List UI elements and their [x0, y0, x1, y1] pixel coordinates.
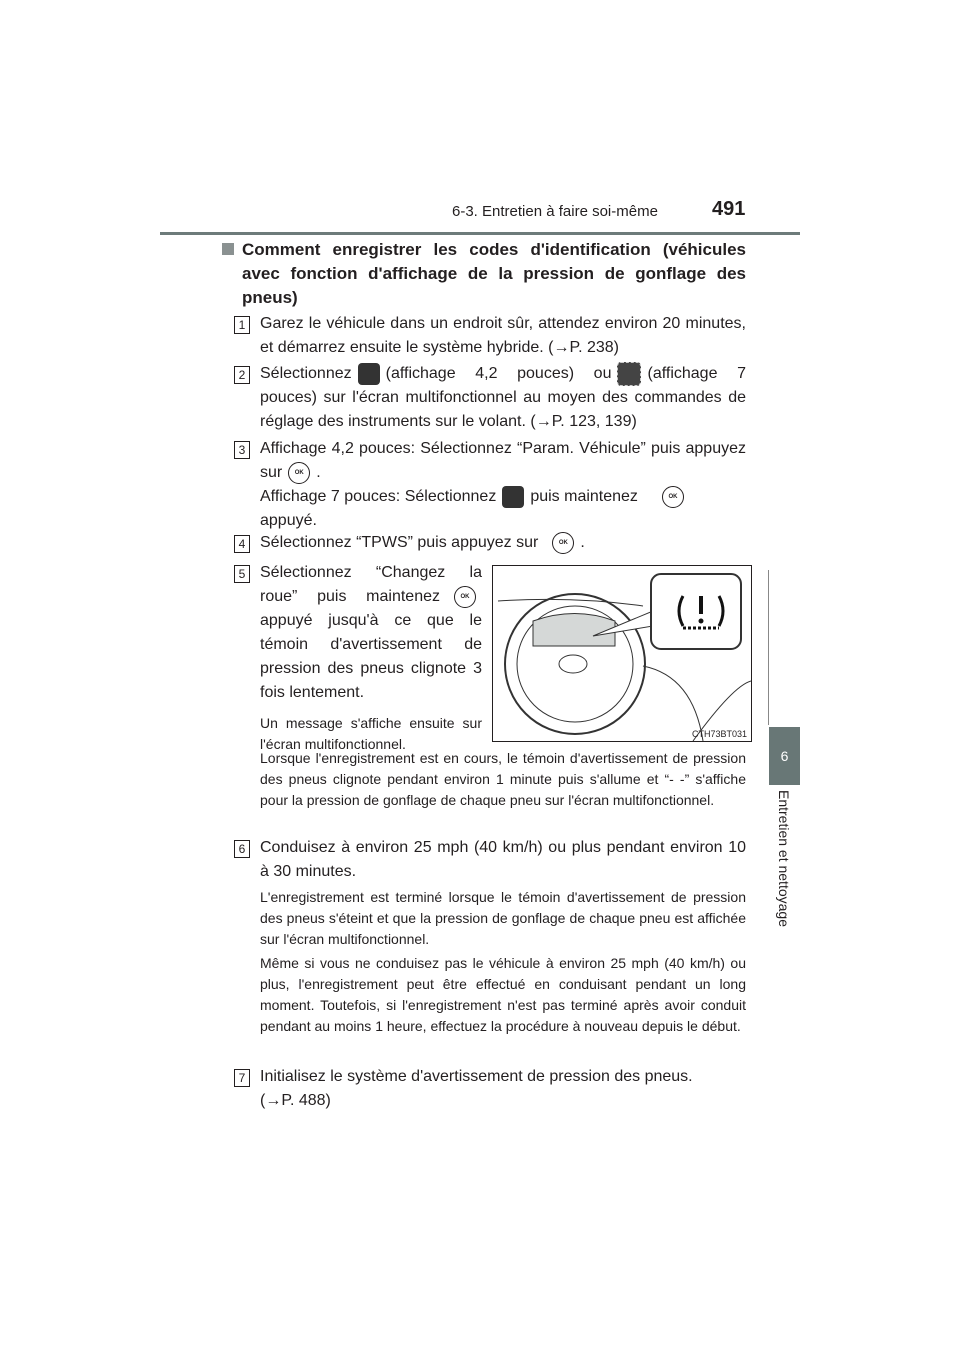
- tpms-warning-illustration: [492, 565, 752, 742]
- step-5-text: [260, 561, 482, 755]
- step-6-note: Même si vous ne conduisez pas le véhicule à environ 25 mph (40 km/h) ou plus, l'enregistrement peut être effectué en conduisant pendant un long moment. Toutefois, si l'enregistrement n'est pas terminé après avoir conduit pendant au moins 1 heure, effectuez la procédure à nouveau depuis le début.: [260, 955, 746, 1034]
- step-1-text: Garez le véhicule dans un endroit sûr, attendez environ 20 minutes, et démarrez ensuite le système hybride. (→P. 238): [260, 315, 746, 356]
- step-3-text: [260, 437, 746, 533]
- ok-button-icon: OK: [454, 586, 476, 608]
- step-7-text: Initialisez le système d'avertissement de pression des pneus. (→P. 488): [260, 1068, 693, 1109]
- dashboard-illustration: [493, 566, 751, 741]
- chapter-tab: 6: [769, 727, 800, 785]
- header-rule: [160, 232, 800, 235]
- ok-button-icon: OK: [662, 486, 684, 508]
- text: appuyé jusqu'à ce que le témoin d'avertissement de pression des pneus clignote 3 fois lentement.: [260, 612, 482, 701]
- step-5-note: Lorsque l'enregistrement est en cours, le témoin d'avertissement de pression des pneus clignote pendant environ 1 minute puis s'allume et “- -” s'affiche pour la pression de gonflage de chaque pneu sur l'écran multifonctionnel.: [260, 750, 746, 808]
- step-number: 7: [234, 1069, 250, 1087]
- chapter-label: Entretien et nettoyage: [776, 790, 792, 927]
- text: (affichage 7 pouces) sur l'écran multifonctionnel au moyen des commandes de réglage des instruments sur le volant. (→P. 123, 139): [260, 365, 746, 431]
- text: Affichage 7 pouces: Sélectionnez: [260, 488, 497, 505]
- text: puis maintenez: [530, 488, 638, 505]
- title-line: pneus): [242, 288, 298, 307]
- section-title: [222, 238, 746, 310]
- settings-gear-icon: [358, 363, 380, 385]
- step-4-text: [260, 531, 746, 555]
- vehicle-settings-icon: [502, 486, 524, 508]
- ok-button-icon: OK: [552, 532, 574, 554]
- title-line: Comment enregistrer les codes d'identification (véhicules: [242, 240, 746, 259]
- text: .: [580, 534, 585, 551]
- step-number: 3: [234, 441, 250, 459]
- text: Sélectionnez “TPWS” puis appuyez sur: [260, 534, 539, 551]
- step-6-text: Conduisez à environ 25 mph (40 km/h) ou plus pendant environ 10 à 30 minutes.: [260, 839, 746, 880]
- step-6-note: L'enregistrement est terminé lorsque le témoin d'avertissement de pression des pneus s'éteint et que la pression de gonflage de chaque pneu est affichée sur l'écran multifonctionnel.: [260, 889, 746, 947]
- text: Sélectionnez: [260, 365, 352, 383]
- text: Affichage 4,2 pouces: Sélectionnez “Param. Véhicule” puis appuyez sur: [260, 440, 746, 481]
- step-number: 4: [234, 535, 250, 553]
- step-5-note: Un message s'affiche ensuite sur l'écran multifonctionnel.: [260, 715, 482, 752]
- figure-code: CTH73BT031: [691, 729, 747, 739]
- text: Sélectionnez “Changez la roue” puis maintenez: [260, 564, 482, 605]
- bullet-square-icon: [222, 243, 234, 255]
- step-number: 5: [234, 565, 250, 583]
- step-number: 6: [234, 840, 250, 858]
- text: .: [316, 464, 321, 481]
- step-number: 1: [234, 316, 250, 334]
- section-header: 6-3. Entretien à faire soi-même: [452, 203, 658, 220]
- ok-button-icon: OK: [288, 462, 310, 484]
- settings-gear-icon: [617, 362, 641, 386]
- text: (affichage 4,2 pouces) ou: [385, 365, 612, 383]
- margin-line: [768, 570, 769, 725]
- title-line: avec fonction d'affichage de la pression de gonflage des: [242, 264, 746, 283]
- step-number: 2: [234, 366, 250, 384]
- page-number: 491: [712, 198, 746, 220]
- text: appuyé.: [260, 512, 317, 529]
- step-2-text: [260, 362, 746, 434]
